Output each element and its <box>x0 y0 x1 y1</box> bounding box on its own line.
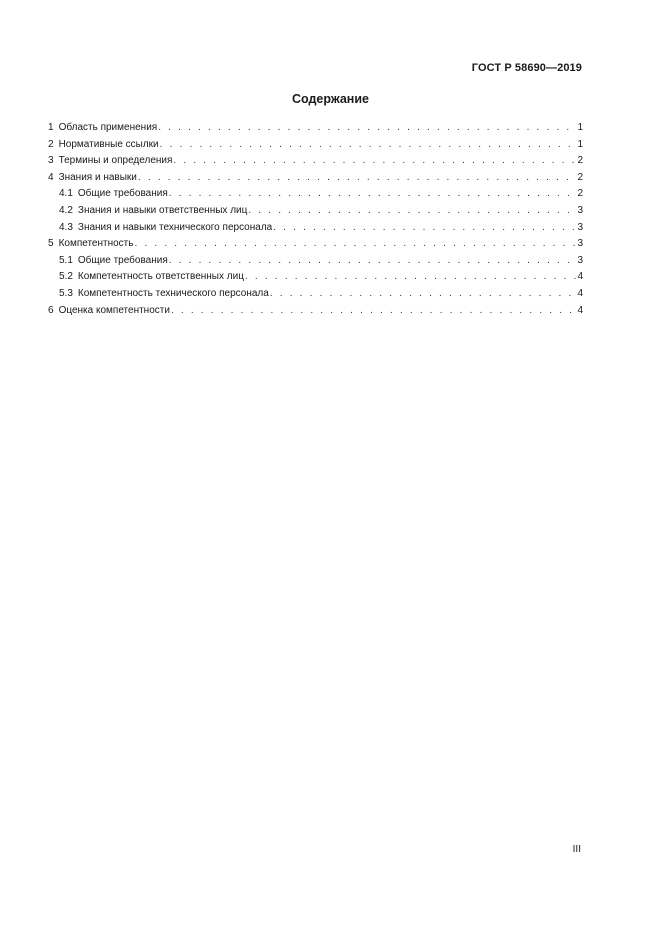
toc-entry-page: 2 <box>577 188 583 200</box>
toc-leader-dots <box>169 253 578 270</box>
table-of-contents <box>48 120 583 319</box>
toc-entry-text: Нормативные ссылки <box>58 138 159 150</box>
toc-entry-label <box>59 253 169 270</box>
toc-entry-page: 4 <box>577 287 583 299</box>
toc-subentry[interactable] <box>48 269 583 286</box>
toc-leader-dots <box>134 236 577 253</box>
toc-entry-page: 3 <box>577 204 583 216</box>
toc-entry-number: 3 <box>48 155 54 167</box>
toc-entry-label <box>59 269 245 286</box>
toc-entry-number: 4.2 <box>59 204 73 216</box>
toc-entry-number: 5.2 <box>59 271 73 283</box>
toc-leader-dots <box>169 186 578 203</box>
toc-entry-number: 4.1 <box>59 188 73 200</box>
toc-entry[interactable] <box>48 120 583 137</box>
toc-entry-label <box>48 137 160 154</box>
toc-entry-page: 3 <box>577 254 583 266</box>
toc-entry-text: Знания и навыки <box>58 171 137 183</box>
toc-entry-label <box>48 153 173 170</box>
toc-entry-page: 2 <box>577 155 583 167</box>
toc-entry-number: 5.1 <box>59 254 73 266</box>
toc-entry-page: 1 <box>577 138 583 150</box>
toc-entry[interactable] <box>48 303 583 320</box>
toc-entry-label <box>48 303 171 320</box>
toc-entry-page: 2 <box>577 171 583 183</box>
toc-entry-label <box>59 286 270 303</box>
toc-leader-dots <box>273 220 577 237</box>
toc-entry-text: Общие требования <box>77 188 168 200</box>
toc-entry-label <box>59 186 169 203</box>
toc-entry-page: 4 <box>577 271 583 283</box>
toc-leader-dots <box>160 137 578 154</box>
toc-leader-dots <box>248 203 577 220</box>
toc-entry-text: Компетентность <box>58 238 134 250</box>
toc-entry[interactable] <box>48 137 583 154</box>
toc-entry-label <box>59 203 248 220</box>
toc-entry-text: Знания и навыки технического персонала <box>77 221 273 233</box>
toc-entry-number: 4.3 <box>59 221 73 233</box>
toc-entry-text: Оценка компетентности <box>58 304 170 316</box>
toc-entry-text: Область применения <box>58 122 158 133</box>
toc-entry[interactable] <box>48 153 583 170</box>
toc-entry-number: 1 <box>48 122 54 133</box>
toc-entry-label <box>48 170 138 187</box>
toc-leader-dots <box>173 153 577 170</box>
toc-leader-dots <box>158 120 577 137</box>
toc-entry-label <box>59 220 273 237</box>
toc-entry-number: 4 <box>48 171 54 183</box>
toc-leader-dots <box>270 286 578 303</box>
toc-entry-text: Компетентность ответственных лиц <box>77 271 244 283</box>
toc-entry-text: Компетентность технического персонала <box>77 287 269 299</box>
toc-subentry[interactable] <box>48 253 583 270</box>
toc-entry-number: 6 <box>48 304 54 316</box>
toc-entry-number: 5 <box>48 238 54 250</box>
toc-leader-dots <box>171 303 578 320</box>
toc-entry[interactable] <box>48 170 583 187</box>
toc-entry-number: 5.3 <box>59 287 73 299</box>
document-code: ГОСТ Р 58690—2019 <box>471 62 582 74</box>
toc-title: Содержание <box>291 92 369 106</box>
toc-entry-text: Термины и определения <box>58 155 173 167</box>
toc-entry-label <box>48 236 134 253</box>
toc-entry-page: 4 <box>577 304 583 316</box>
page-number: III <box>572 844 581 855</box>
toc-entry-number: 2 <box>48 138 54 150</box>
toc-leader-dots <box>138 170 578 187</box>
toc-entry-label <box>48 120 158 137</box>
toc-subentry[interactable] <box>48 220 583 237</box>
toc-entry-text: Общие требования <box>77 254 168 266</box>
toc-subentry[interactable] <box>48 186 583 203</box>
toc-entry-page: 1 <box>577 122 583 133</box>
toc-entry[interactable] <box>48 236 583 253</box>
toc-subentry[interactable] <box>48 203 583 220</box>
toc-entry-page: 3 <box>577 221 583 233</box>
toc-entry-text: Знания и навыки ответственных лиц <box>77 204 248 216</box>
toc-leader-dots <box>245 269 578 286</box>
toc-subentry[interactable] <box>48 286 583 303</box>
toc-entry-page: 3 <box>577 238 583 250</box>
